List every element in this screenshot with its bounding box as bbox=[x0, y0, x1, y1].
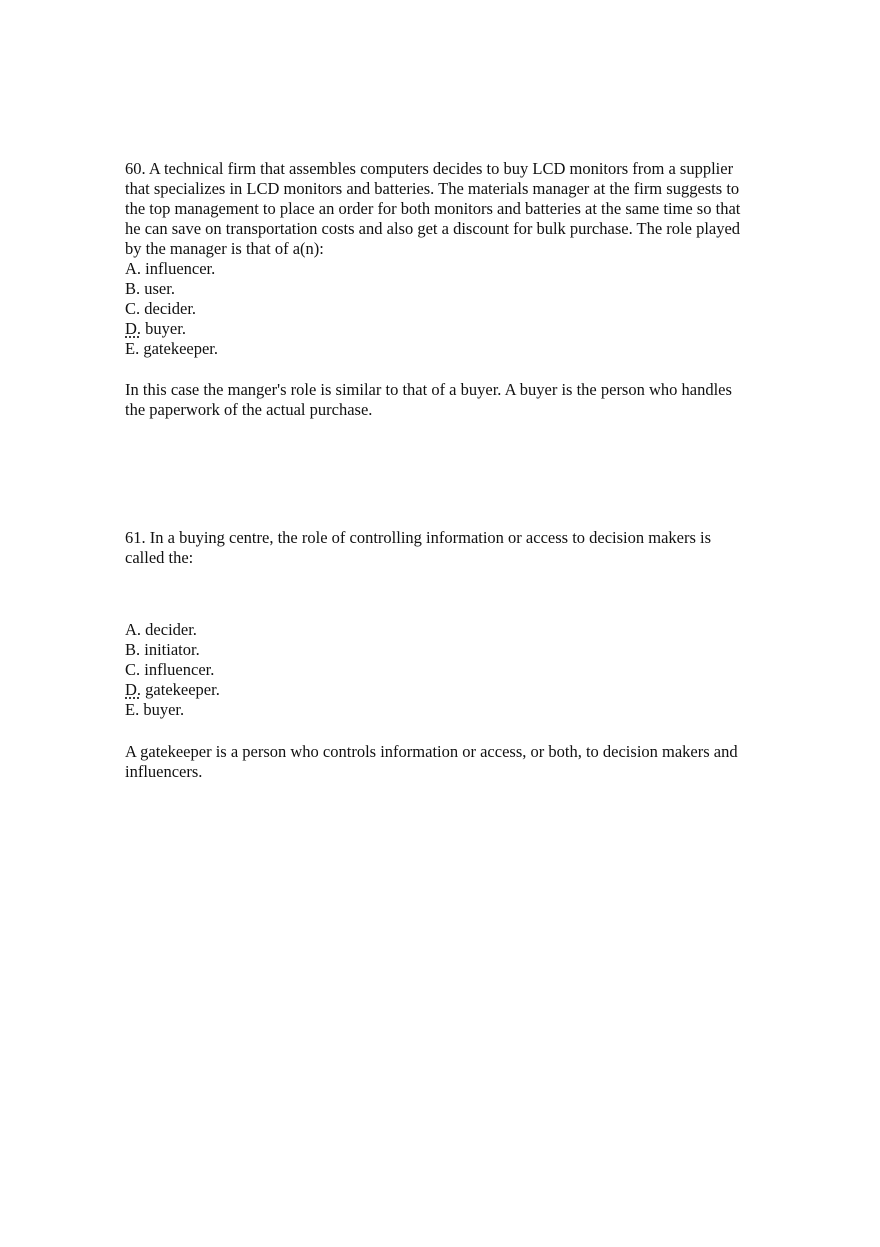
stem-line: 60. A technical firm that assembles computers decides to buy LCD monitors from a supplier bbox=[125, 159, 734, 178]
choice-letter: A. bbox=[125, 259, 142, 278]
stem-line: the top management to place an order for both monitors and batteries at the same time so that bbox=[125, 199, 741, 218]
explanation-line: A gatekeeper is a person who controls information or access, or both, to decision makers and bbox=[125, 742, 738, 761]
choice-b bbox=[125, 279, 775, 299]
choice-c bbox=[125, 299, 775, 319]
question-60-stem bbox=[125, 159, 775, 259]
choice-letter: A. bbox=[125, 620, 142, 639]
choice-e bbox=[125, 700, 775, 720]
choice-letter: E. bbox=[125, 339, 140, 358]
choice-text: gatekeeper. bbox=[141, 680, 220, 699]
choice-letter: B. bbox=[125, 640, 141, 659]
question-61-explanation bbox=[125, 742, 775, 782]
stem-line: called the: bbox=[125, 548, 194, 567]
question-61-choices bbox=[125, 620, 775, 720]
choice-text: gatekeeper. bbox=[139, 339, 219, 358]
stem-line: by the manager is that of a(n): bbox=[125, 239, 324, 258]
choice-text: buyer. bbox=[141, 319, 186, 338]
stem-line: 61. In a buying centre, the role of controlling information or access to decision makers is bbox=[125, 528, 712, 547]
choice-d-correct bbox=[125, 680, 775, 700]
stem-line: he can save on transportation costs and also get a discount for bulk purchase. The role played bbox=[125, 219, 741, 238]
stem-line: that specializes in LCD monitors and batteries. The materials manager at the firm suggests to bbox=[125, 179, 740, 198]
question-60-explanation bbox=[125, 380, 775, 420]
choice-b bbox=[125, 640, 775, 660]
choice-letter: E. bbox=[125, 700, 140, 719]
choice-text: user. bbox=[140, 279, 175, 298]
choice-letter: D. bbox=[125, 319, 142, 338]
question-61-stem bbox=[125, 528, 775, 568]
explanation-line: In this case the manger's role is similar to that of a buyer. A buyer is the person who handles bbox=[125, 380, 732, 399]
choice-letter: C. bbox=[125, 299, 141, 318]
explanation-line: influencers. bbox=[125, 762, 203, 781]
choice-text: influencer. bbox=[141, 259, 216, 278]
choice-a bbox=[125, 259, 775, 279]
choice-c bbox=[125, 660, 775, 680]
explanation-line: the paperwork of the actual purchase. bbox=[125, 400, 373, 419]
question-60-choices bbox=[125, 259, 775, 359]
choice-text: decider. bbox=[140, 299, 197, 318]
choice-text: decider. bbox=[141, 620, 197, 639]
choice-letter: B. bbox=[125, 279, 141, 298]
choice-letter: D. bbox=[125, 680, 142, 699]
choice-text: initiator. bbox=[140, 640, 200, 659]
choice-letter: C. bbox=[125, 660, 141, 679]
choice-d-correct bbox=[125, 319, 775, 339]
choice-text: influencer. bbox=[140, 660, 215, 679]
choice-text: buyer. bbox=[139, 700, 185, 719]
choice-a bbox=[125, 620, 775, 640]
choice-e bbox=[125, 339, 775, 359]
